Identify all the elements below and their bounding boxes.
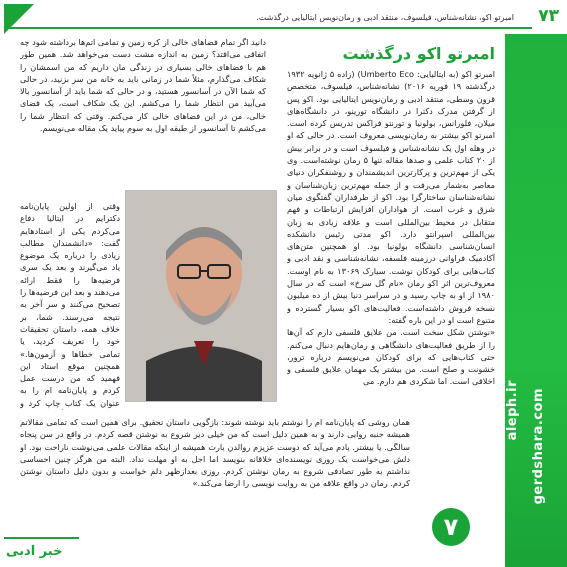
section-label: خبر ادبی <box>6 544 63 559</box>
article-body-left-bottom: همان روشی که پایان‌نامه ام را نوشتم باید نوشته شوند: بازگویی داستان تحقیق. برای همین است که تمامی مقالاتم همیشه جنبه روایی دارند و به همین دلیل است که من خیلی دیر شروع به نوشتن قصه کردم. در واقع در سن پنجاه سالگی. یا بیشتر. یادم می‌آید که دوست عزیزم روالدن بارت همیشه از اینکه مقالات علمی می‌نوشت ناراحت بود. او دلش می‌خواست یک روزی نویسنده‌ای خلاقانه بنویسد اما اجل به او مهلت نداد. البته من هرگز چنین احساسی نداشتم به طور تصادفی شروع به رمان نوشتن کردم. روزی بعدازظهر دلم خواست و بدون دلیل داستان نوشتن کردم. رمان در واقع علاقه من به روایت نویسی را ارضا می‌کند.» <box>20 417 410 489</box>
article-quote: «نوشتن شکل سخت است. من علایق فلسفی دارم که آن‌ها را از طریق فعالیت‌های دانشگاهی و رمان‌هایم دنبال می‌کنم. حتی کتاب‌هایی که برای کودکان می‌نویسم درباره ترور، خشونت و صلح است. من بیشتر یک مهمان علایق فلسفی و اخلاقی است. اما شکردی هم دارم. می‌ <box>287 327 495 387</box>
running-header: امبرتو اکو، نشانه‌شناس، فیلسوف، منتقد ادبی و رمان‌نویس ایتالیایی درگذشت. <box>256 13 514 22</box>
author-portrait-photo <box>125 190 277 402</box>
header-rule <box>4 27 532 29</box>
sidebar-site-aleph: aleph.ir <box>505 380 520 441</box>
footer-rule <box>4 537 79 539</box>
article-body-left-middle: وقتی از اولین پایان‌نامه دکترایم در ایتالیا دفاع می‌کردم یکی از استادهایم گفت: «دانشمندان مطالب زیادی را درباره یک موضوع یاد می‌گیرند و بعد یک سری فرضیه‌ها را فقط ارائه می‌دهند و بعد این فرضیه‌ها را تصحیح می‌کنند و سر آخر به نتیجه می‌رسند. شما، بر خلاف همه، داستان تحقیقات خود را تعریف کردید، یا تمامی خطاها و آزمون‌ها.» همچنین موقع استاد این فهمید که من درست عمل کردم و پایان‌نامه ام را به عنوان یک کتاب چاپ کرد و <box>20 201 120 408</box>
article-body-right: امبرتو اکو (به ایتالیایی: Umberto Eco) (زاده ۵ ژانویه ۱۹۳۲ درگذشته ۱۹ فوریه ۲۰۱۶) نشانه‌شناس، فیلسوف، متخصص قرون وسطی، منتقد ادبی و رمان‌نویس ایتالیایی بود. اکو پس از گرفتن مدرک دکترا در دانشگاه تورینو، در دانشگاه‌های میلان، فلورانس، بولونیا و تورنتو فراکس تدریس کرده است. امبرتو اکو بیشتر به رمان‌نویسی معروف است. در حالی که او در وهله اول یک نشانه‌شناس و فیلسوف است و در برابر بیش از ۲۰ کتاب علمی و صدها مقاله تنها ۵ رمان نوشته‌است. وی یکی از مهم‌ترین و پرکارترین اندیشمندان و روشنفکران دنیای معاصر به‌شمار می‌رفت و از جمله مهم‌ترین زبان‌شناسان و نشانه‌شناسان ساختارگرا بود. اکو از طرفداران گفتگوی میان شرق و غرب است. از هواداران افزایش ارتباطات و فهم متقابل در محیط بین‌المللی است و علاقه زیادی به زبان بین‌المللی اسپرانتو دارد. اکو مدتی رئیس دانشکده انسان‌شناسی دانشگاه بولونیا بود. او همچنین متن‌های آکادمیک فراوانی درزمینه فلسفه، نشانه‌شناسی و نقد ادبی و کتاب‌هایی برای کودکان نوشت. سیارک ۱۳۰۶۹ به نام اوست. معروف‌ترین اثر اکو رمان «نام گل سرخ» است که در سال ۱۹۸۰ از او به چاپ رسید و در سراسر دنیا بیش از ده میلیون نسخه فروش داشته‌است. فعالیت‌های اکو بسیار گسترده و متنوع است او در این باره گفته: <box>287 69 495 325</box>
article-column-left-top <box>20 36 266 191</box>
article-column-left-middle <box>20 200 120 410</box>
portrait-illustration <box>126 191 276 401</box>
issue-number-badge: ۷ <box>432 508 470 546</box>
article-title: امبرتو اکو درگذشت <box>342 44 495 63</box>
article-column-left-bottom <box>20 416 410 564</box>
sidebar-site-gerdshara: gerdshara.com <box>531 388 546 505</box>
page-number: ۷۳ <box>538 6 559 26</box>
article-body-left-top: دانید اگر تمام فضاهای خالی از کره زمین و تمامی اتم‌ها برداشته شود چه اتفاقی می‌افتد؟ زمین به اندازه مشت دست می‌خواهد شد. همین طور هم با فضاهای خالی بسیاری در زندگی مان داریم که من اسمشان را شکاف می‌گذارم، مثلاً شما در زمانی باید به خانه من سر بزنید، در حالی که شما الآن در آسانسور هستید، و در حالی که شما باید از آسانسور بالا می‌آیید من انتظار شما را می‌کشم. این یک شکاف است، یک فضای خالی، من در این فضاهای خالی کار می‌کنم. وقتی که انتظار شما را می‌کشم تا آسانسور از طبقه اول به سوم پیاید یک مقاله می‌نویسم. <box>20 37 266 134</box>
